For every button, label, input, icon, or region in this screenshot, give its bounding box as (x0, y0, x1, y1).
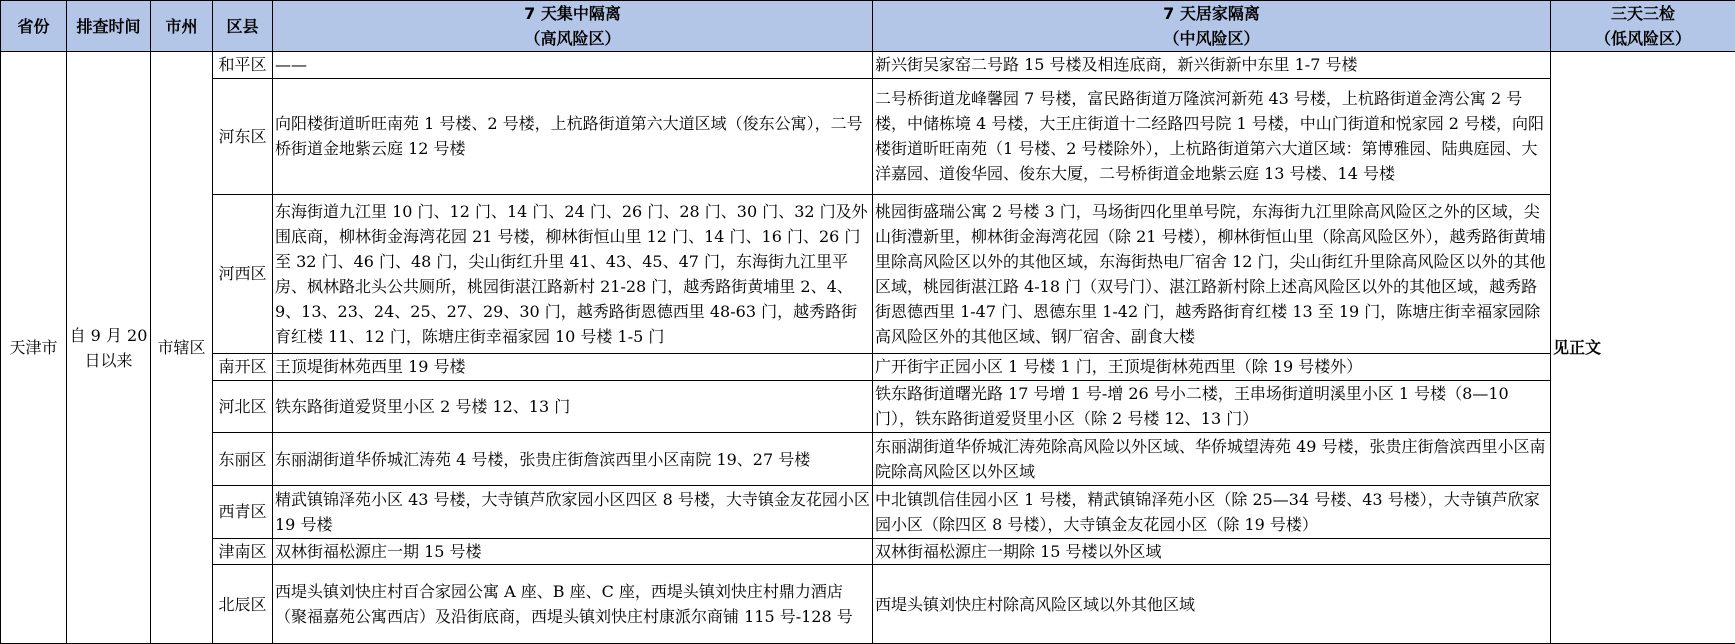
table-row (1, 565, 1735, 644)
mid-risk-cell: 中北镇凯信佳园小区 1 号楼，精武镇锦泽苑小区（除 25—34 号楼、43 号楼），大寺镇芦欣家园小区（除四区 8 号楼），大寺镇金友花园小区（除 19 号楼） (873, 485, 1551, 538)
district-cell: 和平区 (213, 52, 273, 79)
district-cell: 河北区 (213, 380, 273, 433)
province-cell: 天津市 (1, 52, 67, 644)
district-cell: 南开区 (213, 353, 273, 380)
district-cell: 河西区 (213, 194, 273, 353)
district-cell: 北辰区 (213, 565, 273, 644)
table-row (1, 485, 1735, 538)
table-row (1, 353, 1735, 380)
header-city: 市州 (151, 1, 213, 52)
table-row (1, 380, 1735, 433)
high-risk-cell: 东丽湖街道华侨城汇涛苑 4 号楼，张贵庄街詹滨西里小区南院 19、27 号楼 (273, 433, 873, 486)
check-time-cell: 自 9 月 20 日以来 (67, 52, 151, 644)
high-risk-cell: 王顶堤街林苑西里 19 号楼 (273, 353, 873, 380)
district-cell: 河东区 (213, 78, 273, 194)
mid-risk-cell: 西堤头镇刘快庄村除高风险区域以外其他区域 (873, 565, 1551, 644)
high-risk-cell: 铁东路街道爱贤里小区 2 号楼 12、13 门 (273, 380, 873, 433)
mid-risk-cell: 桃园街盛瑞公寓 2 号楼 3 门，马场街四化里单号院，东海街九江里除高风险区之外的区域，尖山街澧新里，柳林街金海湾花园（除 21 号楼），柳林街恒山里（除高风险区外），越秀路街黄埔里除高风险区以外的其他区域，东海街热电厂宿舍 12 门，尖山街红升里除高风险区以外的其他区域，桃园街湛江路 4-18 门（双号门）、湛江路新村除上述高风险区以外的其他区域，越秀路街恩德西里 1-47 门、恩德东里 1-42 门，越秀路街育红楼 13 至 19 门，陈塘庄街幸福家园除高风险区外的其他区域、钢厂宿舍、副食大楼 (873, 194, 1551, 353)
header-row (1, 1, 1735, 52)
mid-risk-cell: 新兴街吴家窑二号路 15 号楼及相连底商，新兴街新中东里 1-7 号楼 (873, 52, 1551, 79)
district-cell: 东丽区 (213, 433, 273, 486)
table-row (1, 52, 1735, 79)
mid-risk-cell: 二号桥街道龙峰馨园 7 号楼，富民路街道万隆滨河新苑 43 号楼，上杭路街道金湾公寓 2 号楼，中储栋境 4 号楼，大王庄街道十二经路四号院 1 号楼，中山门街道和悦家园 2 号楼，向阳楼街道昕旺南苑（1 号楼、2 号楼除外），上杭路街道第六大道区域：第博雅园、陆典庭园、大洋嘉园、道俊华园、俊东大厦，二号桥街道金地紫云庭 13 号楼、14 号楼 (873, 78, 1551, 194)
table-row (1, 433, 1735, 486)
header-mid-risk: 7 天居家隔离 （中风险区） (873, 1, 1551, 52)
header-high-risk: 7 天集中隔离 （高风险区） (273, 1, 873, 52)
city-cell: 市辖区 (151, 52, 213, 644)
header-province: 省份 (1, 1, 67, 52)
high-risk-cell: 双林街福松源庄一期 15 号楼 (273, 538, 873, 565)
high-risk-cell: 东海街道九江里 10 门、12 门、14 门、24 门、26 门、28 门、30 门、32 门及外围底商，柳林街金海湾花园 21 号楼，柳林街恒山里 12 门、14 门、16 门、26 门至 32 门、46 门、48 门，尖山街红升里 41、43、45、47 门，东海街九江里平房、枫林路北头公共厕所，桃园街湛江路新村 21-28 门，越秀路街黄埔里 2、4、9、13、23、24、25、27、29、30 门，越秀路街恩德西里 48-63 门，越秀路街育红楼 11、12 门，陈塘庄街幸福家园 10 号楼 1-5 门 (273, 194, 873, 353)
header-district: 区县 (213, 1, 273, 52)
header-check-time: 排查时间 (67, 1, 151, 52)
mid-risk-cell: 双林街福松源庄一期除 15 号楼以外区域 (873, 538, 1551, 565)
low-risk-note: 见正文 (1551, 52, 1735, 644)
table-row (1, 538, 1735, 565)
header-low-risk: 三天三检 （低风险区） (1551, 1, 1735, 52)
high-risk-cell: —— (273, 52, 873, 79)
district-cell: 津南区 (213, 538, 273, 565)
high-risk-cell: 向阳楼街道昕旺南苑 1 号楼、2 号楼，上杭路街道第六大道区域（俊东公寓），二号桥街道金地紫云庭 12 号楼 (273, 78, 873, 194)
mid-risk-cell: 广开街宇正园小区 1 号楼 1 门，王顶堤街林苑西里（除 19 号楼外） (873, 353, 1551, 380)
high-risk-cell: 精武镇锦泽苑小区 43 号楼，大寺镇芦欣家园小区四区 8 号楼，大寺镇金友花园小区 19 号楼 (273, 485, 873, 538)
table-row (1, 78, 1735, 194)
mid-risk-cell: 铁东路街道曙光路 17 号增 1 号-增 26 号小二楼，王串场街道明溪里小区 1 号楼（8—10 门），铁东路街道爱贤里小区（除 2 号楼 12、13 门） (873, 380, 1551, 433)
district-cell: 西青区 (213, 485, 273, 538)
mid-risk-cell: 东丽湖街道华侨城汇涛苑除高风险以外区域、华侨城望涛苑 49 号楼，张贵庄街詹滨西里小区南院除高风险区以外区域 (873, 433, 1551, 486)
high-risk-cell: 西堤头镇刘快庄村百合家园公寓 A 座、B 座、C 座，西堤头镇刘快庄村鼎力酒店（聚福嘉苑公寓西店）及沿街底商，西堤头镇刘快庄村康派尔商铺 115 号-128 号 (273, 565, 873, 644)
table-row (1, 194, 1735, 353)
